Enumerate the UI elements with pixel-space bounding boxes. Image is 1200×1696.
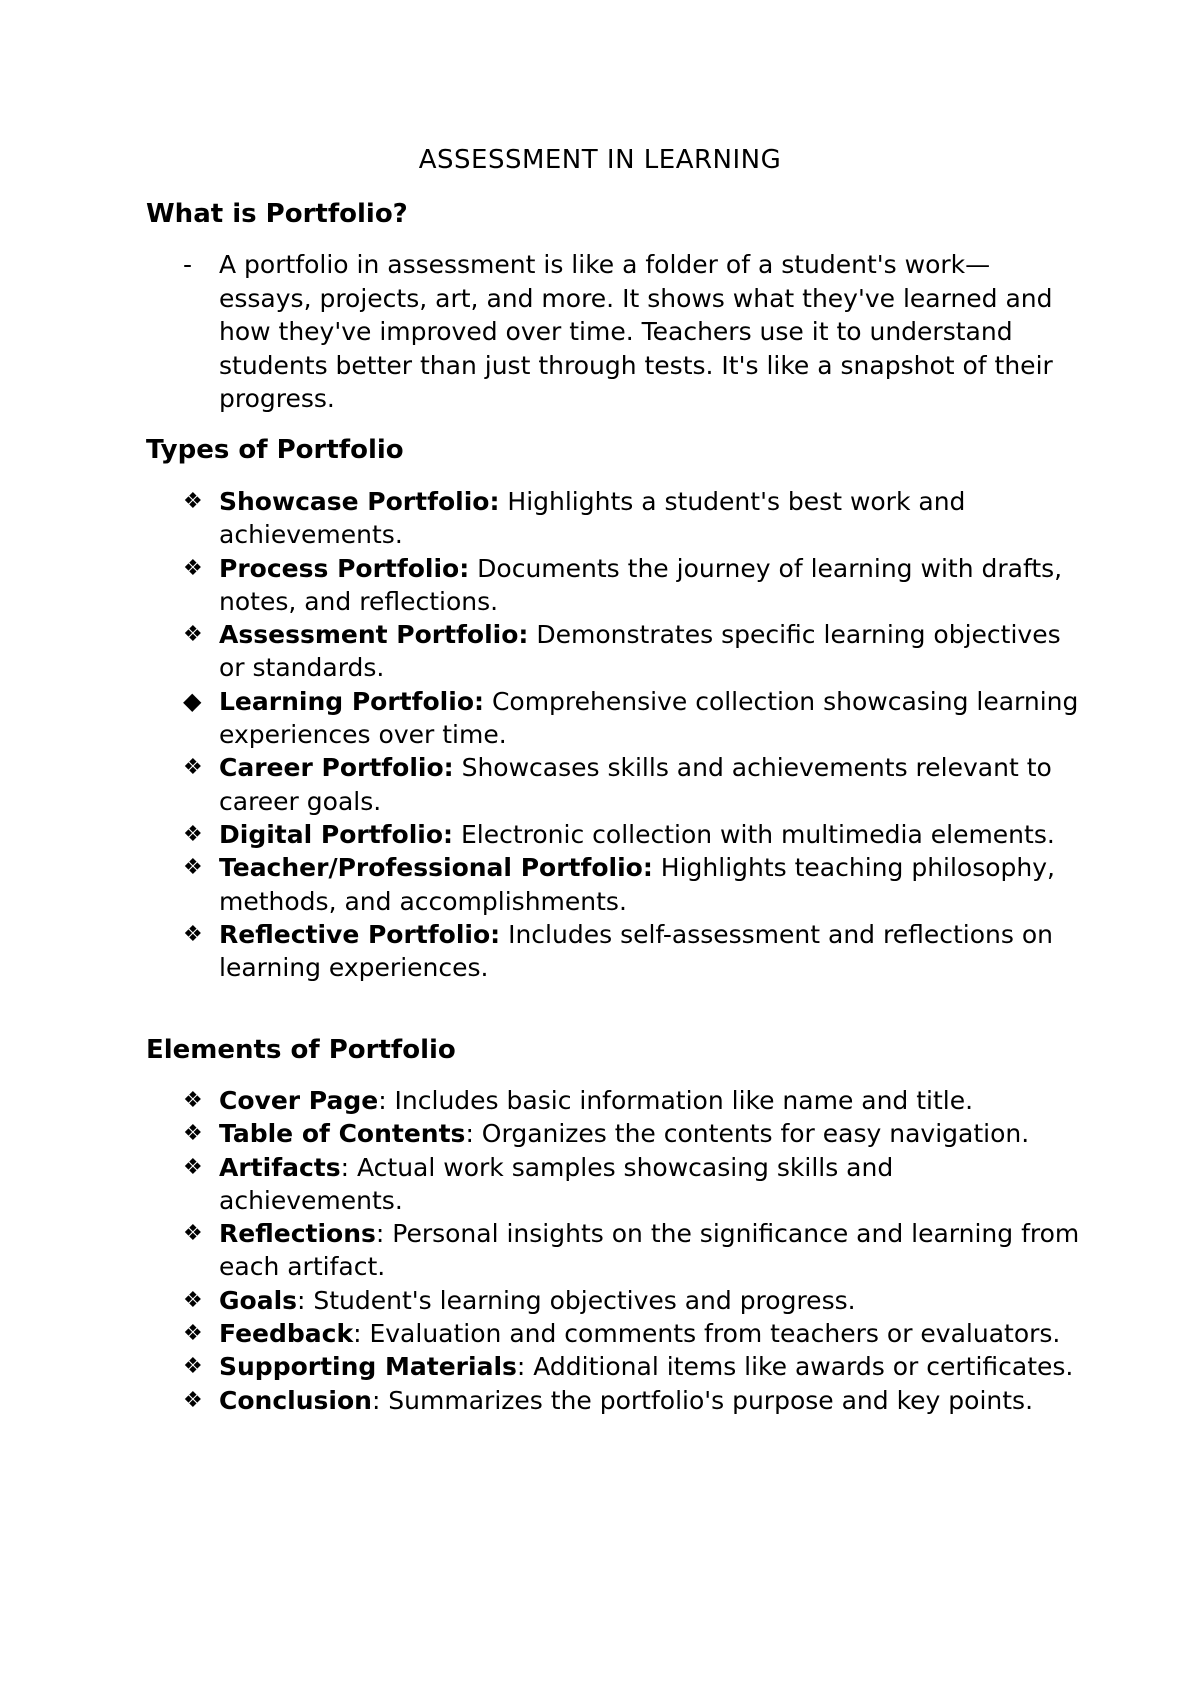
bullet-diamond-icon: ❖	[183, 1321, 203, 1347]
list-item-label: Reflective Portfolio:	[219, 919, 501, 949]
list-item-text: : Evaluation and comments from teachers or evaluators.	[353, 1319, 1061, 1349]
definition-text: A portfolio in assessment is like a folder of a student's work—essays, projects, art, and more. It shows what they've learned and how they've improved over time. Teachers use it to understand students better than just through tests. It's like a snapshot of their progress.	[219, 250, 1053, 413]
list-item	[183, 851, 1083, 918]
types-list	[183, 485, 1083, 984]
bullet-diamond-icon: ❖	[183, 755, 203, 781]
bullet-diamond-icon: ❖	[183, 1154, 203, 1180]
list-item	[183, 552, 1083, 619]
list-item-label: Goals	[219, 1285, 298, 1315]
list-item	[183, 1084, 1083, 1117]
list-item	[183, 1151, 1083, 1218]
list-item	[183, 1217, 1083, 1284]
list-item-label: Digital Portfolio:	[219, 819, 454, 849]
list-item	[183, 685, 1083, 752]
definition-paragraph	[146, 248, 1066, 416]
bullet-diamond-icon: ❖	[183, 1387, 203, 1413]
document-title: ASSESSMENT IN LEARNING	[418, 145, 782, 175]
list-item-text: Demonstrates specific learning objectives or standards.	[219, 620, 1061, 683]
heading-types-of-portfolio: Types of Portfolio	[146, 435, 404, 465]
list-item-text: : Actual work samples showcasing skills and achievements.	[219, 1152, 894, 1215]
list-item-label: Artifacts	[219, 1152, 341, 1182]
list-item	[183, 1317, 1083, 1350]
bullet-diamond-icon: ❖	[183, 921, 203, 947]
list-item	[183, 485, 1083, 552]
bullet-diamond-icon: ❖	[183, 622, 203, 648]
list-item-label: Supporting Materials	[219, 1352, 517, 1382]
list-item-label: Table of Contents	[219, 1119, 466, 1149]
list-item-text: : Student's learning objectives and progress.	[297, 1285, 856, 1315]
list-item-text: Showcases skills and achievements relevant to career goals.	[219, 753, 1052, 816]
list-item	[183, 1117, 1083, 1150]
list-item-label: Learning Portfolio:	[219, 686, 484, 716]
list-item	[183, 751, 1083, 818]
list-item-label: Conclusion	[219, 1385, 372, 1415]
bullet-diamond-icon: ❖	[183, 1088, 203, 1113]
list-item	[183, 1350, 1083, 1383]
list-item-text: Highlights teaching philosophy, methods, and accomplishments.	[219, 853, 1056, 916]
bullet-diamond-icon: ❖	[183, 1287, 203, 1313]
list-item	[183, 918, 1083, 985]
list-item-text: Electronic collection with multimedia elements.	[453, 819, 1055, 849]
list-item	[183, 618, 1083, 685]
bullet-diamond-icon: ❖	[183, 855, 203, 881]
list-item-text: Comprehensive collection showcasing learning experiences over time.	[219, 686, 1079, 750]
list-item-label: Teacher/Professional Portfolio:	[219, 853, 653, 883]
list-item-text: : Summarizes the portfolio's purpose and key points.	[371, 1385, 1034, 1415]
list-item-text: : Includes basic information like name and title.	[378, 1086, 974, 1115]
list-item-text: : Additional items like awards or certificates.	[516, 1352, 1074, 1382]
list-item-label: Feedback	[219, 1319, 354, 1349]
list-item-label: Assessment Portfolio:	[219, 620, 529, 650]
bullet-diamond-icon: ❖	[183, 1354, 203, 1380]
bullet-diamond-icon: ◆	[183, 686, 202, 715]
dash-marker: -	[183, 250, 193, 279]
heading-what-is-portfolio: What is Portfolio?	[146, 199, 408, 229]
list-item-label: Showcase Portfolio:	[219, 487, 500, 516]
list-item-text: : Organizes the contents for easy navigation.	[465, 1119, 1030, 1149]
heading-elements-of-portfolio: Elements of Portfolio	[146, 1035, 456, 1065]
elements-list	[183, 1084, 1083, 1417]
list-item	[183, 1284, 1083, 1317]
list-item-text: Documents the journey of learning with drafts, notes, and reflections.	[219, 553, 1063, 616]
bullet-diamond-icon: ❖	[183, 1221, 203, 1247]
list-item-label: Career Portfolio:	[219, 753, 454, 783]
list-item-label: Process Portfolio:	[219, 553, 470, 583]
list-item-text: Highlights a student's best work and achievements.	[219, 487, 966, 550]
bullet-diamond-icon: ❖	[183, 1121, 203, 1147]
list-item	[183, 1384, 1083, 1417]
list-item-label: Reflections	[219, 1219, 376, 1249]
list-item-label: Cover Page	[219, 1086, 379, 1115]
list-item-text: Includes self-assessment and reflections on learning experiences.	[219, 919, 1053, 983]
bullet-diamond-icon: ❖	[183, 555, 203, 581]
bullet-diamond-icon: ❖	[183, 821, 203, 847]
list-item-text: : Personal insights on the significance and learning from each artifact.	[219, 1219, 1080, 1282]
bullet-diamond-icon: ❖	[183, 489, 203, 514]
list-item	[183, 818, 1083, 851]
